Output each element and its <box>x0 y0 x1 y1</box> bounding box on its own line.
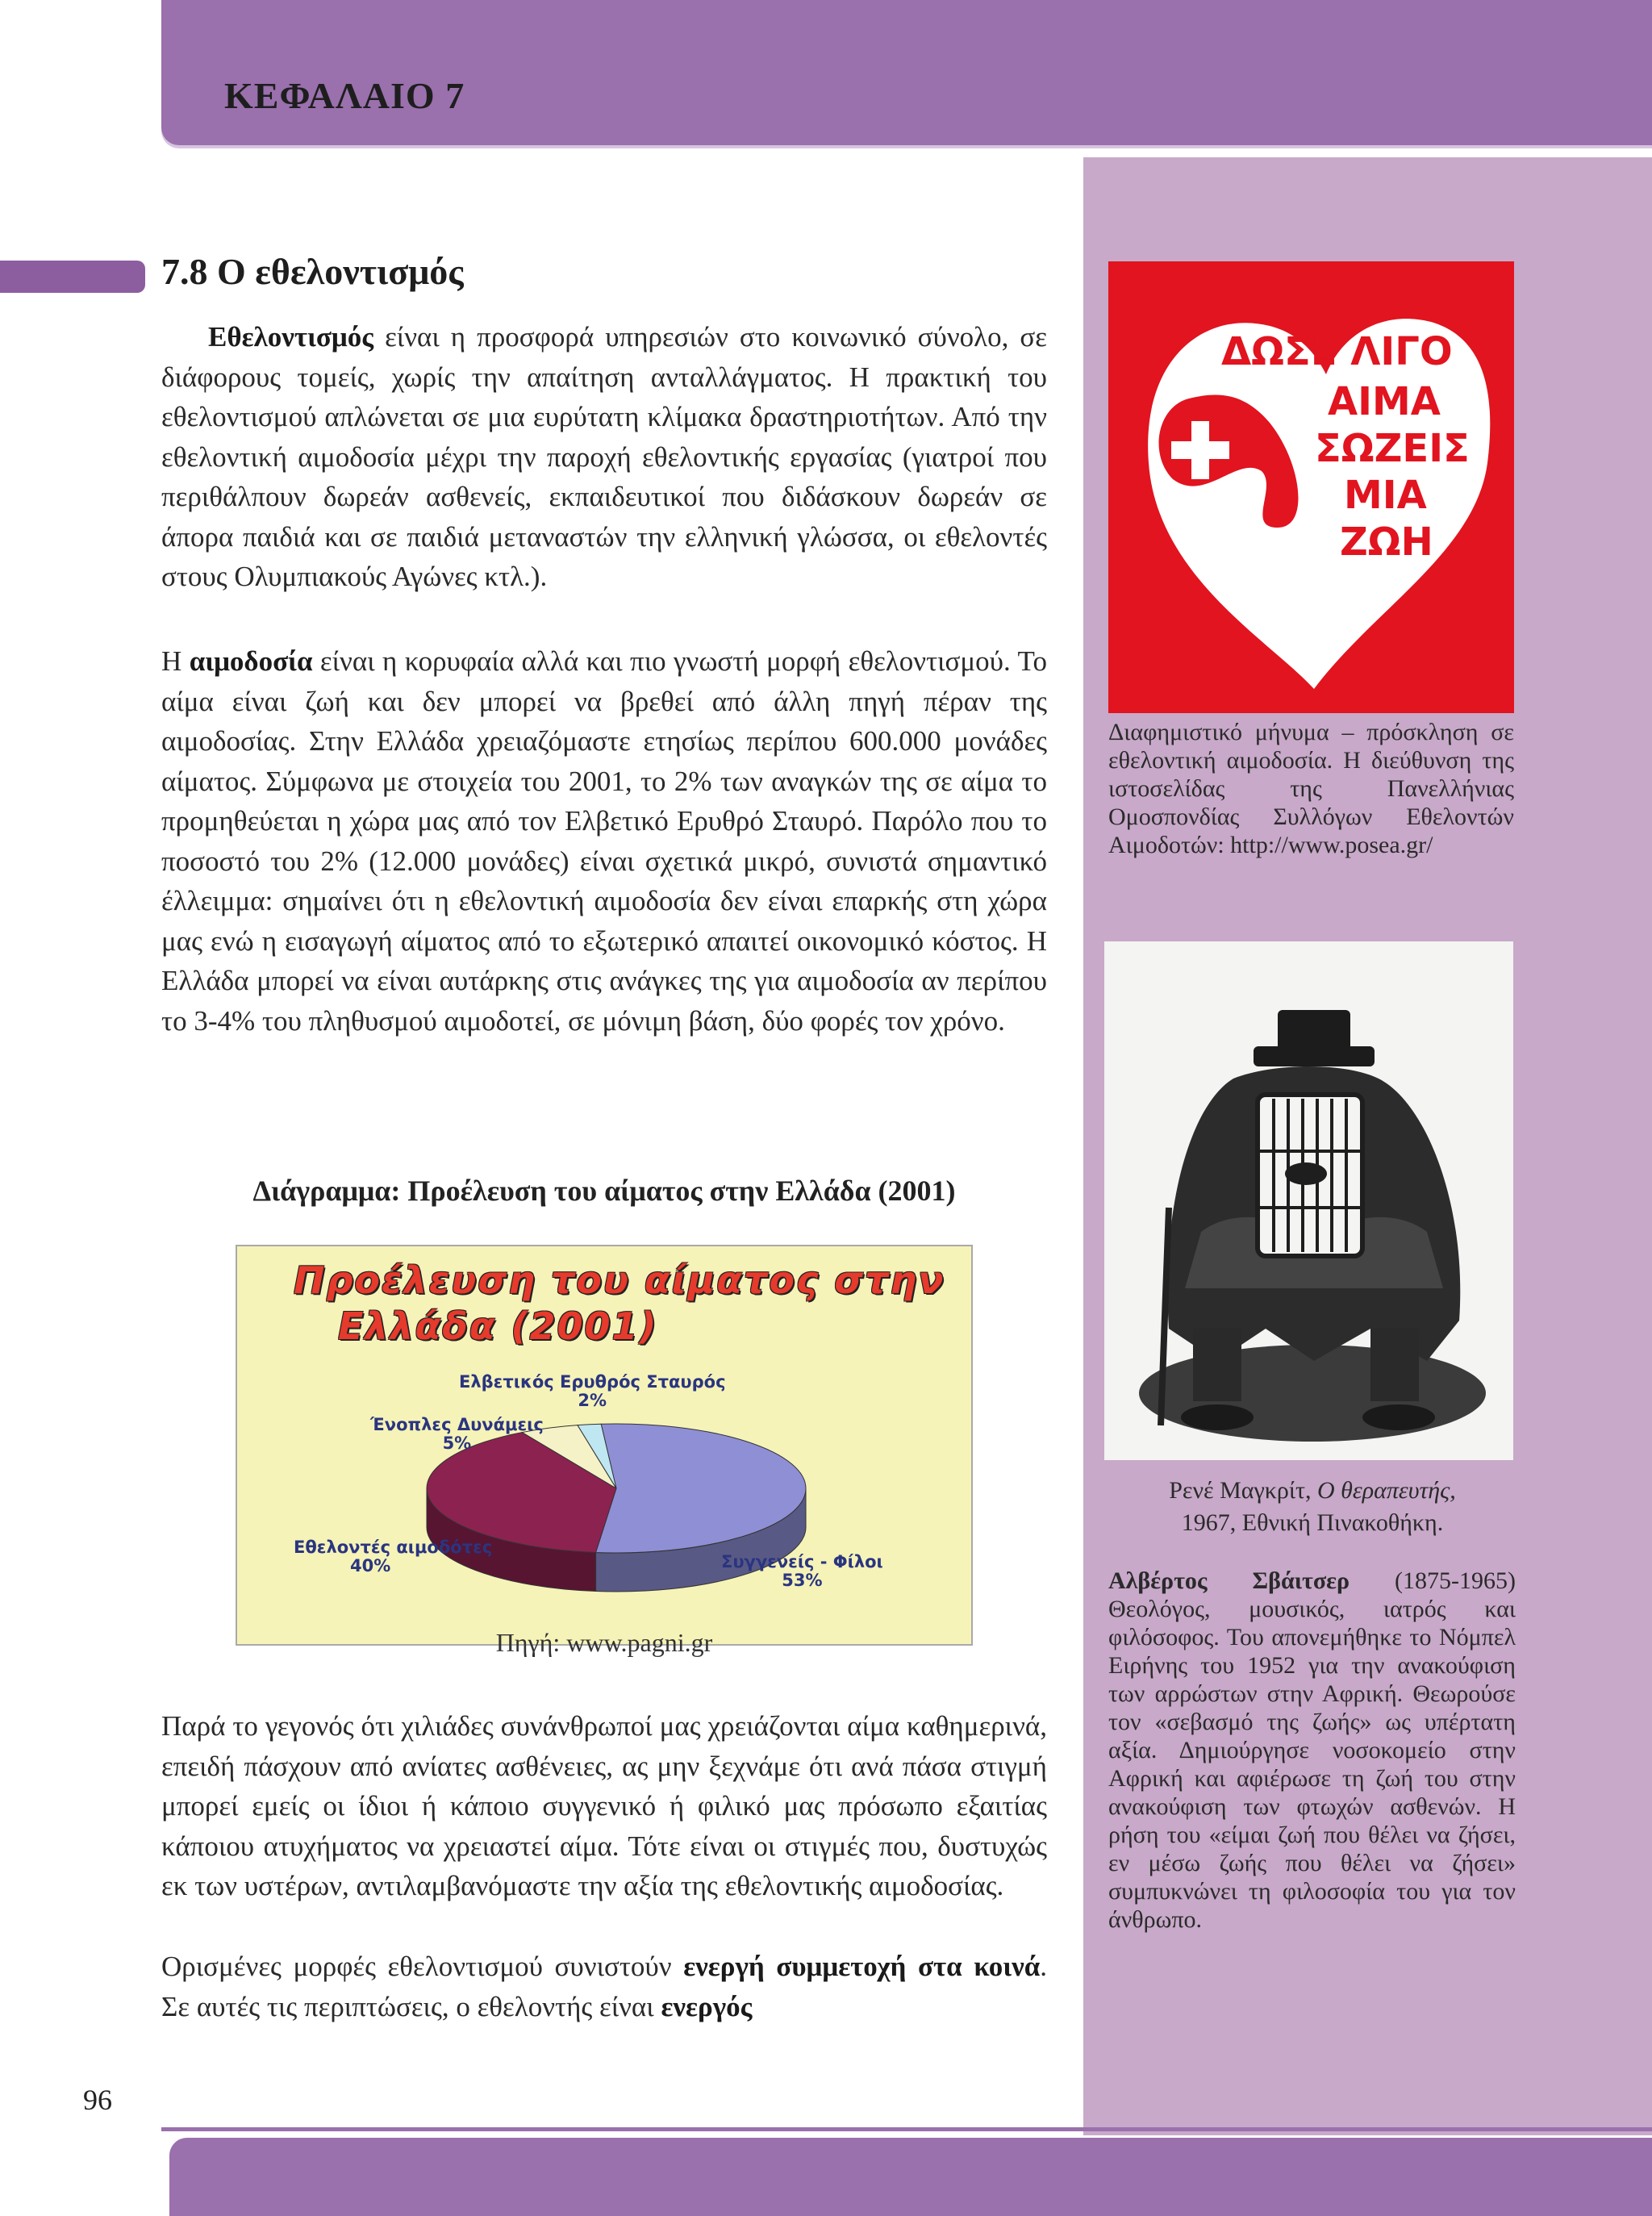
label-volunteers-name: Εθελοντές αιμοδότες <box>294 1538 493 1557</box>
bio-years: (1875-1965) <box>1350 1567 1516 1594</box>
chart-title-line2: Ελλάδα (2001) <box>338 1304 658 1348</box>
paragraph-2-text: είναι η κορυφαία αλλά και πιο γνωστή μορφή εθελοντισμού. Το αίμα είναι ζωή και δεν μπορεί να βρεθεί από άλλη πηγή πέραν της αιμοδοσίας. Στην Ελλάδα χρειαζόμαστε ετησίως περίπου 600.000 μονάδες αίματος. Σύμφωνα με στοιχεία του 2001, το 2% των αναγκών της σε αίμα το προμηθεύεται η χώρα μας από τον Ελβετικό Ερυθρό Σταυρό. Παρόλο που το ποσοστό του 2% (12.000 μονάδες) είναι σχετικά μικρό, συνιστά σημαντικό έλλειμμα: σημαίνει ότι η εθελοντική αιμοδοσία δεν είναι επαρκής στη χώρα μας ενώ η εισαγωγή αίματος από το εξωτερικό απαιτεί οικονομικό κόστος. Η Ελλάδα μπορεί να είναι αυτάρκης στις ανάγκες της για αιμοδοσία αν περίπου το 3-4% του πληθυσμού αιμοδοτεί, σε μόνιμη βάση, δύο φορές τον χρόνο. <box>161 645 1047 1037</box>
schweitzer-bio <box>1108 1567 1516 1934</box>
poster-line-4: ΜΙΑ <box>1344 473 1427 518</box>
term-active-participation: ενεργή συμμετοχή στα κοινά <box>683 1951 1041 1982</box>
paragraph-1-text: είναι η προσφορά υπηρεσιών στο κοινωνικό σύνολο, σε διάφορους τομείς, χωρίς την απαίτηση ανταλλάγματος. Η πρακτική του εθελοντισμού απλώνεται σε μια ευρύτατη κλίμακα δραστηριοτήτων. Από την εθελοντική αιμοδοσία μέχρι την παροχή εθελοντικής εργασίας (γιατροί που περιθάλπουν δωρεάν ασθενείς, εκπαιδευτικοί που διδάσκουν δωρεάν σε άπορα παιδιά και σε παιδιά μεταναστών την ελληνική γλώσσα, οι εθελοντές στους Ολυμπιακούς Αγώνες κτλ.). <box>161 321 1047 592</box>
header-band <box>161 0 1652 145</box>
chart-source: Πηγή: www.pagni.gr <box>495 1628 713 1657</box>
paragraph-1 <box>161 317 1047 597</box>
paragraph-3: Παρά το γεγονός ότι χιλιάδες συνάνθρωποί μας χρειάζονται αίμα καθημερινά, επειδή πάσχουν από ανίατες ασθένειες, ας μην ξεχνάμε ότι ανά πάσα στιγμή μπορεί εμείς οι ίδιοι ή κάποιο συγγενικό ή φιλικό μας πρόσωπο εξαιτίας κάποιου ατυχήματος να χρειαστεί αίμα. Τότε είναι οι στιγμές που, δυστυχώς εκ των υστέρων, αντιλαμβανόμαστε την αξία της εθελοντικής αιμοδοσίας. <box>161 1710 1047 1901</box>
chart-title-line1: Προέλευση του αίματος στην <box>294 1258 945 1302</box>
blood-donation-poster <box>1108 261 1514 713</box>
label-armed-forces-name: Ένοπλες Δυνάμεις <box>370 1415 544 1434</box>
term-blood-donation: αιμοδοσία <box>189 645 313 677</box>
paragraph-2-start: Η <box>161 645 190 677</box>
chapter-title: ΚΕΦΑΛΑΙΟ 7 <box>224 75 465 116</box>
term-volunteerism: Εθελοντισμός <box>208 321 374 353</box>
term-active: ενεργός <box>661 1990 753 2022</box>
paragraph-4 <box>161 1947 1047 2026</box>
label-relatives <box>721 1553 883 1590</box>
poster-line-2: ΑΙΜΑ <box>1328 379 1441 424</box>
label-volunteers <box>294 1538 492 1575</box>
poster-line-1: ΔΩΣΕ ΛΙΓΟ <box>1221 329 1453 374</box>
painting-caption-title: Ο θεραπευτής, <box>1317 1477 1456 1504</box>
poster-line-3: ΣΩΖΕΙΣ <box>1315 426 1470 471</box>
label-red-cross-name: Ελβετικός Ερυθρός Σταυρός <box>459 1372 726 1392</box>
poster-line-5: ΖΩΗ <box>1340 520 1433 565</box>
paragraph-4-mid: . Σε αυτές τις περιπτώσεις, ο εθελοντής είναι <box>161 1951 1048 2022</box>
painting-caption-year: 1967, Εθνική Πινακοθήκη. <box>1181 1509 1444 1536</box>
page-number: 96 <box>83 2084 112 2116</box>
diagram-title: Διάγραμμα: Προέλευση του αίματος στην Ελλάδα (2001) <box>252 1175 956 1207</box>
section-title: 7.8 Ο εθελοντισμός <box>161 251 464 292</box>
paragraph-4-start: Ορισμένες μορφές εθελοντισμού συνιστούν <box>161 1951 684 1982</box>
paragraph-2 <box>161 641 1047 1041</box>
painting-caption-artist: Ρενέ Μαγκρίτ, <box>1169 1477 1317 1504</box>
label-red-cross-value: 2% <box>578 1391 607 1410</box>
painting-caption <box>1099 1475 1526 1539</box>
pie-chart <box>236 1245 973 1646</box>
bio-text: Θεολόγος, μουσικός, ιατρός και φιλόσοφος. Του απονεμήθηκε το Νόμπελ Ειρήνης του 1952 για την ανακούφιση των αρρώστων στην Αφρική. Θεωρούσε τον «σεβασμό της ζωής» ως υπέρτατη αξία. Δημιούργησε νοσοκομείο στην Αφρική και αφιέρωσε τη ζωή του στην ανακούφιση των φτωχών ασθενών. Η ρήση του «είμαι ζωή που θέλει να ζήσει, εν μέσω ζωής που θέλει να ζήσει» συμπυκνώνει τη φιλοσοφία του για τον άνθρωπο. <box>1108 1596 1516 1933</box>
poster-caption: Διαφημιστικό μήνυμα – πρόσκληση σε εθελοντική αιμοδοσία. Η διεύθυνση της ιστοσελίδας της Πανελλήνιας Ομοσπονδίας Συλλόγων Εθελοντών Αιμοδοτών: http://www.posea.gr/ <box>1108 719 1514 858</box>
label-volunteers-value: 40% <box>350 1556 391 1575</box>
label-armed-forces <box>370 1416 544 1453</box>
label-red-cross <box>459 1373 726 1410</box>
label-relatives-value: 53% <box>782 1571 823 1590</box>
bio-name: Αλβέρτος Σβάιτσερ <box>1108 1567 1350 1594</box>
footer-line <box>161 2127 1652 2131</box>
magritte-sculpture-image <box>1104 941 1513 1460</box>
footer-band <box>169 2138 1652 2216</box>
label-armed-forces-value: 5% <box>442 1434 472 1453</box>
section-marker <box>0 261 145 293</box>
sculpture-drawing <box>1104 941 1513 1460</box>
label-relatives-name: Συγγενείς - Φίλοι <box>721 1552 883 1571</box>
